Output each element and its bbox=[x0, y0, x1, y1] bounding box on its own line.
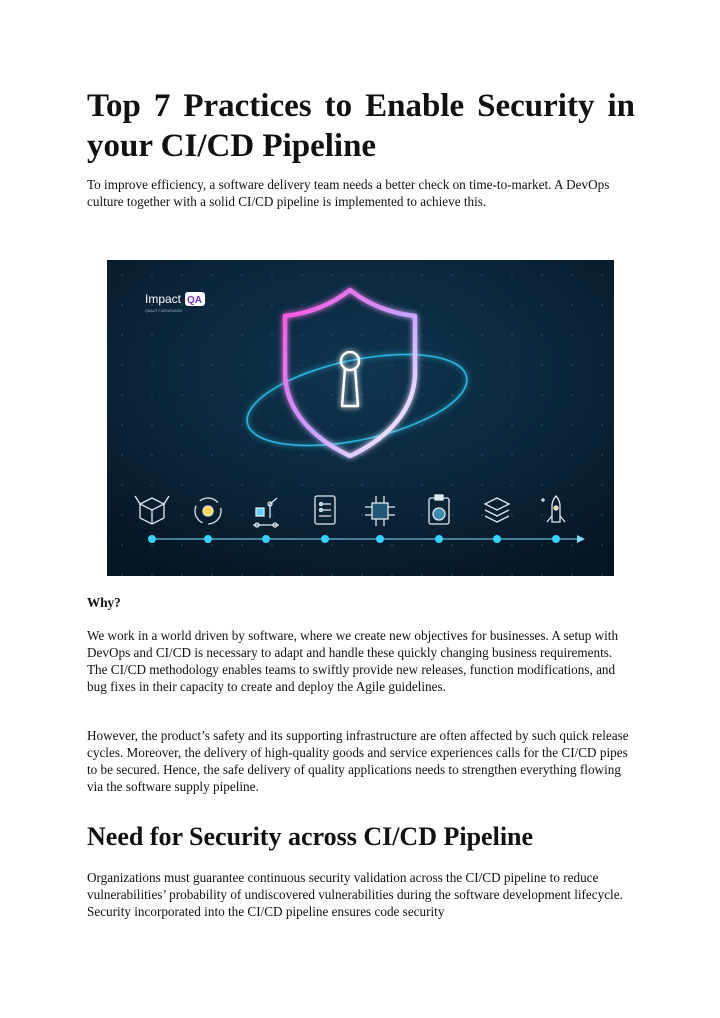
timeline-node bbox=[493, 535, 501, 543]
timeline-node bbox=[435, 535, 443, 543]
timeline-node bbox=[262, 535, 270, 543]
intro-paragraph: To improve efficiency, a software delivery team needs a better check on time-to-market. A DevOps culture together with a solid CI/CD pipeline is implemented to achieve this. bbox=[87, 177, 610, 209]
hero-image bbox=[107, 260, 614, 576]
body-paragraph-3: Organizations must guarantee continuous security validation across the CI/CD pipeline to reduce vulnerabilities’ probability of undiscovered vulnerabilities during the software development lifecycle. Security incorporated into the CI/CD pipeline ensures code security bbox=[87, 870, 623, 920]
svg-text:QA: QA bbox=[187, 295, 202, 306]
timeline-node bbox=[376, 535, 384, 543]
body-paragraph-2: However, the product’s safety and its supporting infrastructure are often affected by such quick release cycles. Moreover, the delivery of high-quality goods and service experiences calls for the CI/CD pipes to be secured. Hence, the safe delivery of quality applications needs to strengthen everything flowing via the software supply pipeline. bbox=[87, 728, 629, 795]
svg-text:QUALITY ASSURANCE: QUALITY ASSURANCE bbox=[145, 309, 183, 313]
section-heading: Need for Security across CI/CD Pipeline bbox=[87, 822, 534, 851]
hero-illustration bbox=[107, 260, 614, 576]
timeline-node bbox=[552, 535, 560, 543]
timeline-node bbox=[204, 535, 212, 543]
timeline-node bbox=[148, 535, 156, 543]
why-heading: Why? bbox=[87, 595, 121, 610]
body-paragraph-1: We work in a world driven by software, where we create new objectives for businesses. A setup with DevOps and CI/CD is necessary to adapt and handle these quickly changing business requirements. The CI/CD methodology enables teams to swiftly provide new releases, function modifications, and bug fixes in their capacity to create and deploy the Agile guidelines. bbox=[87, 628, 619, 695]
svg-text:Impact: Impact bbox=[145, 292, 182, 306]
timeline-node bbox=[321, 535, 329, 543]
page-title: Top 7 Practices to Enable Security in your CI/CD Pipeline bbox=[87, 88, 635, 164]
